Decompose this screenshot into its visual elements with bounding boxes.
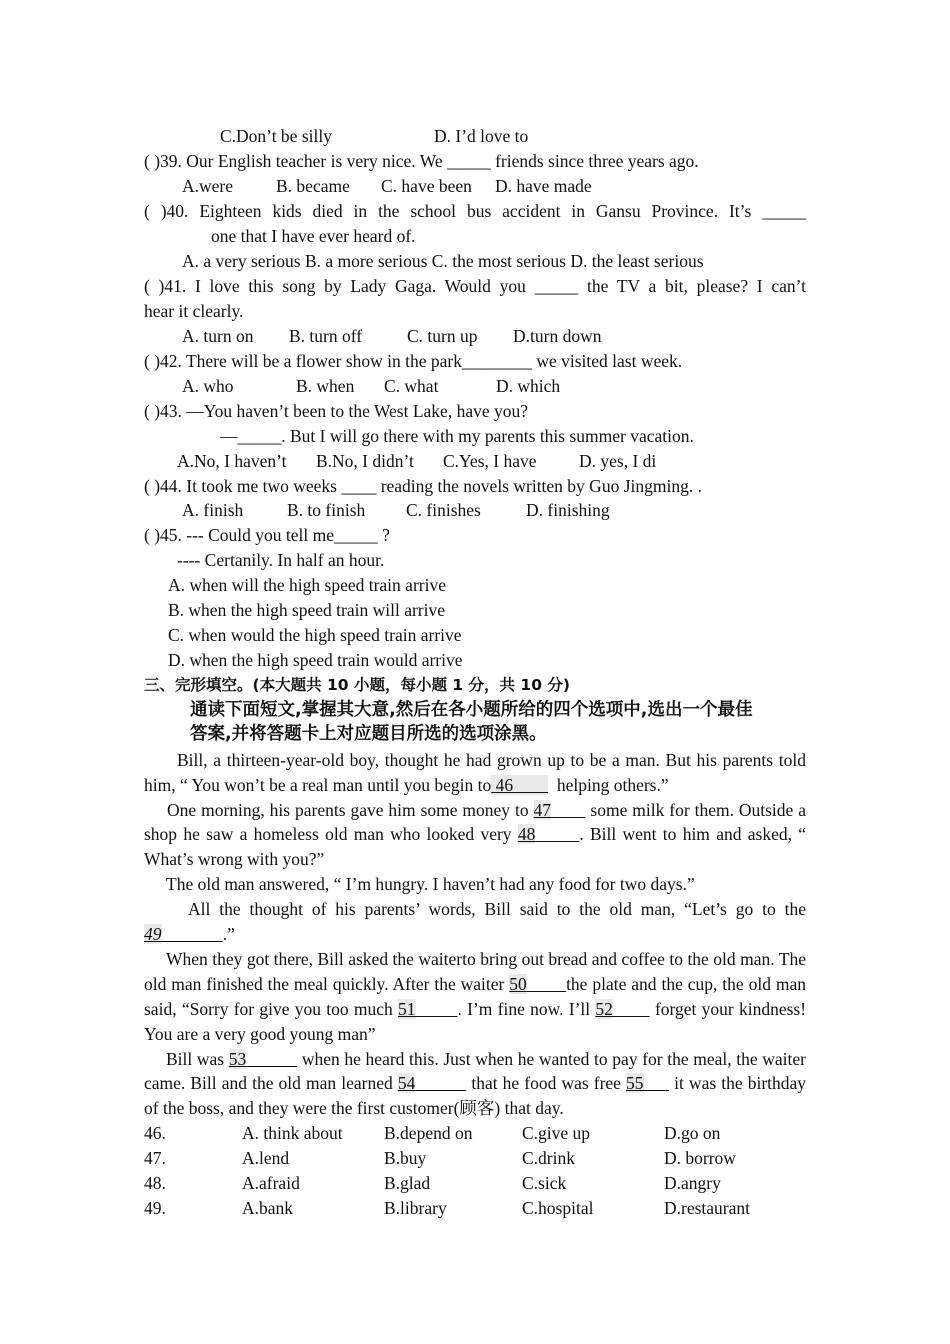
cloze-option-c: C.sick [522,1173,567,1193]
passage-p5-line3: said, “Sorry for give you too much 51 . I’m fine now. I’ll 52 forget your kindness! [144,999,807,1019]
passage-p5-line2: old man finished the meal quickly. After the waiter 50 the plate and the cup, the old man [144,974,806,994]
blank-52: 52 [595,999,613,1019]
cloze-option-d: D. borrow [664,1148,736,1168]
cloze-option-c: C.hospital [522,1198,594,1218]
blank-55: 55 [626,1073,644,1093]
q39-option-a: A.were [182,176,234,196]
cloze-option-d: D.angry [664,1173,721,1193]
passage-p4-line1: All the thought of his parents’ words, Bill said to the old man, “Let’s go to the [188,899,806,919]
q44-option-c: C. finishes [406,500,481,520]
blank-48: 48 [517,824,536,844]
cloze-option-d: D.go on [664,1123,721,1143]
q40-stem-cont: one that I have ever heard of. [211,226,416,246]
q40-stem: ( )40. Eighteen kids died in the school bus accident in Gansu Province. It’s _____ [144,201,806,221]
q39-stem: ( )39. Our English teacher is very nice. We _____ friends since three years ago. [144,151,699,171]
cloze-option-d: D.restaurant [664,1198,751,1218]
passage-p5-line4: You are a very good young man” [144,1024,376,1044]
q41-option-a: A. turn on [182,326,254,346]
passage-p1-line1: Bill, a thirteen-year-old boy, thought he had grown up to be a man. But his parents told [177,750,806,770]
q43-option-d: D. yes, I di [579,451,657,471]
q42-option-d: D. which [496,376,561,396]
q43-stem-cont: —_____. But I will go there with my parents this summer vacation. [220,426,694,446]
q45-option-b: B. when the high speed train will arrive [168,600,446,620]
blank-53: 53 [228,1049,247,1069]
cloze-option-c: C.drink [522,1148,575,1168]
passage-p2-line3: What’s wrong with you?” [144,849,325,869]
q38-option-d: D. I’d love to [434,126,529,146]
q38-option-c: C.Don’t be silly [220,126,332,146]
cloze-option-b: B.glad [384,1173,431,1193]
cloze-option-b: B.depend on [384,1123,473,1143]
passage-p5-line1: When they got there, Bill asked the waiterto bring out bread and coffee to the old man. The [166,949,806,969]
blank-50: 50 [509,974,527,994]
q40-options: A. a very serious B. a more serious C. the most serious D. the least serious [182,251,704,271]
q44-stem: ( )44. It took me two weeks ____ reading the novels written by Guo Jingming. . [144,476,702,496]
blank-51: 51 [398,999,416,1019]
q41-option-c: C. turn up [407,326,478,346]
blank-47: 47 [533,800,552,820]
q39-option-c: C. have been [381,176,472,196]
cloze-option-a: A.bank [242,1198,294,1218]
passage-p1-line2: him, “ You won’t be a real man until you begin to 46 helping others.” [144,775,669,795]
passage-p6-line3: of the boss, and they were the first customer(顾客) that day. [144,1098,564,1118]
q43-option-b: B.No, I didn’t [316,451,414,471]
cloze-num: 49. [144,1198,166,1218]
blank-54: 54 [397,1073,416,1093]
cloze-num: 47. [144,1148,166,1168]
q43-stem: ( )43. —You haven’t been to the West Lake, have you? [144,401,528,421]
q44-option-b: B. to finish [287,500,366,520]
passage-p3: The old man answered, “ I’m hungry. I haven’t had any food for two days.” [166,874,695,894]
passage-p4-line2: 49 .” [144,924,235,944]
q45-option-c: C. when would the high speed train arrive [168,625,462,645]
q44-option-a: A. finish [182,500,244,520]
cloze-option-c: C.give up [522,1123,591,1143]
q45-option-a: A. when will the high speed train arrive [168,575,446,595]
q43-option-c: C.Yes, I have [443,451,537,471]
q45-option-d: D. when the high speed train would arrive [168,650,463,670]
cloze-option-a: A.lend [242,1148,290,1168]
q42-stem: ( )42. There will be a flower show in the park________ we visited last week. [144,351,683,371]
q44-option-d: D. finishing [526,500,610,520]
q45-stem-cont: ---- Certanily. In half an hour. [177,550,385,570]
q39-option-d: D. have made [495,176,592,196]
blank-49: 49 [144,924,162,944]
cloze-num: 48. [144,1173,166,1193]
cloze-num: 46. [144,1123,166,1143]
passage-p6-line2: came. Bill and the old man learned 54 that he food was free 55 it was the birthday [144,1073,807,1093]
q42-option-c: C. what [384,376,439,396]
cloze-option-a: A. think about [242,1123,343,1143]
blank-46: 46 [495,775,514,795]
cloze-option-a: A.afraid [242,1173,300,1193]
section3-heading: 三、完形填空。(本大题共 10 小题，每小题 1 分，共 10 分) [144,676,570,694]
section3-instructions-1: 通读下面短文,掌握其大意,然后在各小题所给的四个选项中,选出一个最佳 [190,700,753,720]
q41-stem-cont: hear it clearly. [144,301,244,321]
cloze-option-b: B.buy [384,1148,427,1168]
q41-stem: ( )41. I love this song by Lady Gaga. Would you _____ the TV a bit, please? I can’t [144,276,806,296]
passage-p2-line1: One morning, his parents gave him some money to 47 some milk for them. Outside a [167,800,806,820]
passage-p6-line1: Bill was 53 when he heard this. Just when he wanted to pay for the meal, the waiter [166,1049,807,1069]
q43-option-a: A.No, I haven’t [177,451,287,471]
q41-option-d: D.turn down [513,326,602,346]
section3-instructions-2: 答案,并将答题卡上对应题目所选的选项涂黑。 [190,724,547,744]
q42-option-a: A. who [182,376,234,396]
cloze-option-b: B.library [384,1198,447,1218]
q45-stem: ( )45. --- Could you tell me_____ ? [144,525,390,545]
passage-p2-line2: shop he saw a homeless old man who looked very 48 . Bill went to him and asked, “ [144,824,807,844]
q39-option-b: B. became [276,176,350,196]
q41-option-b: B. turn off [289,326,363,346]
q42-option-b: B. when [296,376,355,396]
